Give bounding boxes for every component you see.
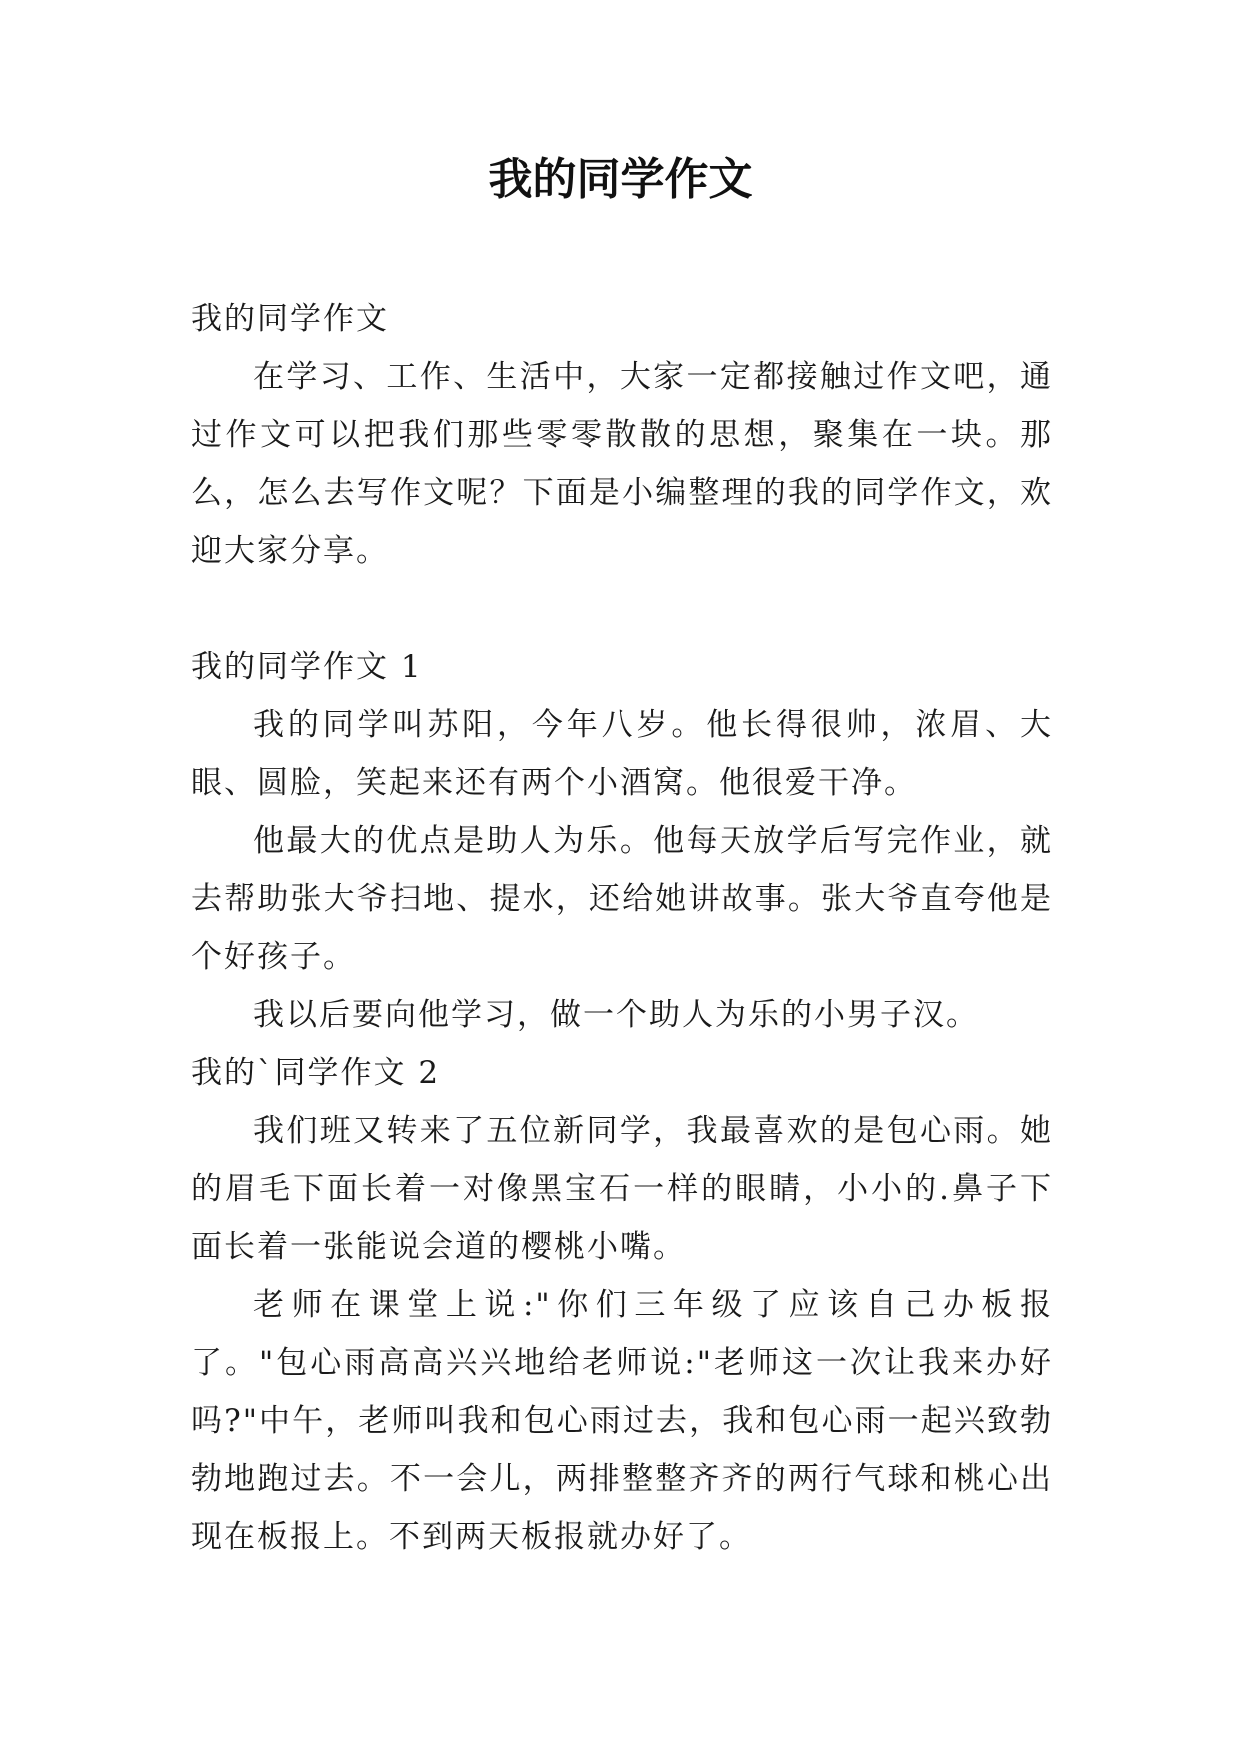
document-body: [191, 290, 1053, 1566]
section-spacer: [191, 580, 1053, 638]
essay-1-body: [191, 696, 1053, 1044]
essay-2-body: [191, 1102, 1053, 1566]
essay-1-paragraph-3: 我以后要向他学习，做一个助人为乐的小男子汉。: [253, 997, 979, 1033]
intro-heading: 我的同学作文: [191, 301, 389, 337]
intro-section: [191, 348, 1053, 580]
essay-2-heading: 我的`同学作文 2: [191, 1055, 441, 1091]
essay-1-paragraph-2: 他最大的优点是助人为乐。他每天放学后写完作业，就去帮助张大爷扫地、提水，还给她讲故事。张大爷直夸他是个好孩子。: [191, 823, 1053, 975]
essay-2-paragraph-2: 老师在课堂上说:"你们三年级了应该自己办板报了。"包心雨高高兴兴地给老师说:"老师这一次让我来办好吗?"中午，老师叫我和包心雨过去，我和包心雨一起兴致勃勃地跑过去。不一会儿，两排整整齐齐的两行气球和桃心出现在板报上。不到两天板报就办好了。: [191, 1287, 1053, 1555]
essay-1-heading: 我的同学作文 1: [191, 649, 423, 685]
essay-1-paragraph-1: 我的同学叫苏阳，今年八岁。他长得很帅，浓眉、大眼、圆脸，笑起来还有两个小酒窝。他很爱干净。: [191, 707, 1053, 801]
document-title: 我的同学作文: [488, 154, 753, 205]
intro-paragraph: 在学习、工作、生活中，大家一定都接触过作文吧，通过作文可以把我们那些零零散散的思想，聚集在一块。那么，怎么去写作文呢？下面是小编整理的我的同学作文，欢迎大家分享。: [191, 359, 1053, 569]
essay-2-paragraph-1: 我们班又转来了五位新同学，我最喜欢的是包心雨。她的眉毛下面长着一对像黑宝石一样的眼睛，小小的.鼻子下面长着一张能说会道的樱桃小嘴。: [191, 1113, 1053, 1265]
